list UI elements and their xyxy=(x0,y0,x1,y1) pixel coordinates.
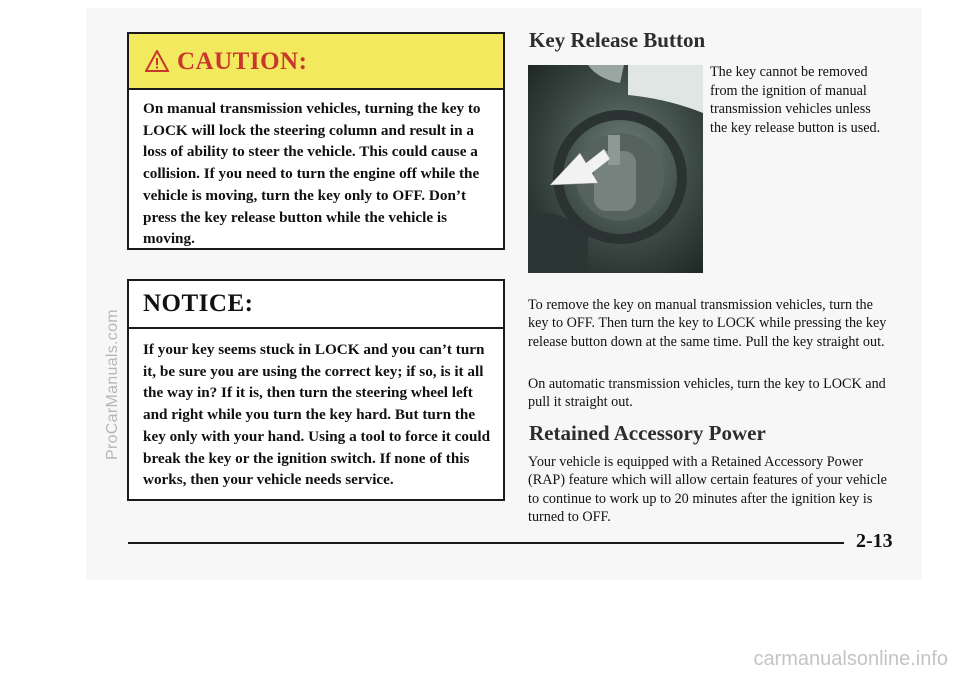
caution-box xyxy=(127,32,505,250)
page-number: 2-13 xyxy=(856,530,893,552)
notice-box xyxy=(127,279,505,501)
notice-title: NOTICE: xyxy=(143,290,254,317)
notice-header xyxy=(129,281,503,329)
key-removal-instructions: To remove the key on manual transmission vehicles, turn the key to OFF. Then turn the key to LOCK while pressing the key release button down at the same time. Pull the key straight out. xyxy=(528,297,887,350)
footer-rule xyxy=(128,542,844,544)
caution-header xyxy=(129,34,503,90)
automatic-transmission-note: On automatic transmission vehicles, turn the key to LOCK and pull it straight out. xyxy=(528,376,886,411)
notice-text: If your key seems stuck in LOCK and you can’t turn it, be sure you are using the correct key; if so, is it all the way in? If it is, then turn the steering wheel left and right while you turn the key hard. But turn the key only with your hand. Using a tool to force it could break the key or the ignition switch. If none of this works, then your vehicle needs service. xyxy=(143,341,491,489)
caution-text: On manual transmission vehicles, turning the key to LOCK will lock the steering column and result in a loss of ability to steer the vehicle. This could cause a collision. If you need to turn the engine off while the vehicle is moving, turn the key only to OFF. Don’t press the key release button while the vehicle is moving. xyxy=(143,100,481,248)
rap-heading: Retained Accessory Power xyxy=(529,421,766,445)
ignition-key-photo xyxy=(528,65,703,273)
key-release-heading: Key Release Button xyxy=(529,28,706,52)
bottom-watermark: carmanualsonline.info xyxy=(753,648,948,670)
warning-triangle-icon xyxy=(145,50,169,72)
side-watermark: ProCarManuals.com xyxy=(104,309,121,460)
caution-title: CAUTION: xyxy=(177,48,308,75)
key-release-description: The key cannot be removed from the ignition of manual transmission vehicles unless the key release button is used. xyxy=(710,64,881,136)
rap-description: Your vehicle is equipped with a Retained Accessory Power (RAP) feature which will allow certain features of your vehicle to continue to work up to 20 minutes after the ignition key is turned to OFF. xyxy=(528,454,887,526)
